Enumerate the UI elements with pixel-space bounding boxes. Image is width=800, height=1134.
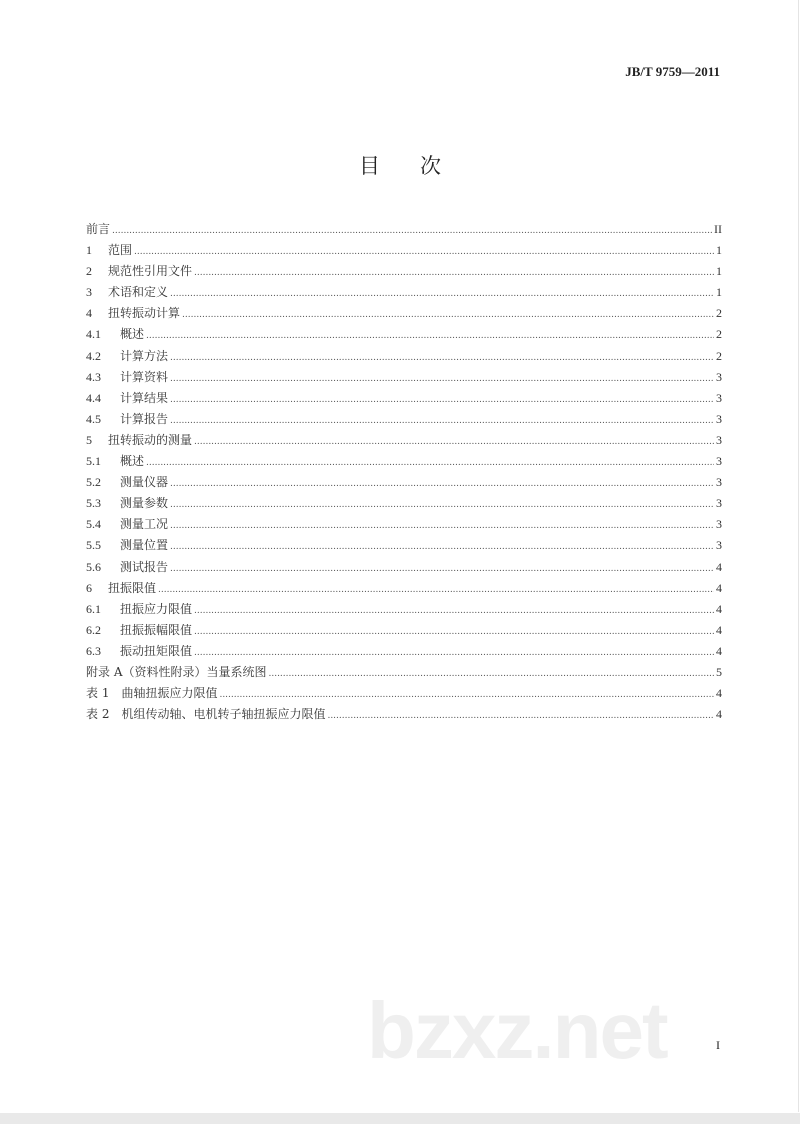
toc-entry[interactable]: [86, 641, 722, 662]
toc-label: 概述: [120, 327, 145, 342]
watermark: bzxz.net: [367, 986, 667, 1075]
toc-number: 6: [86, 580, 92, 595]
toc-leader: [194, 601, 714, 622]
toc-label: 范围: [108, 243, 133, 258]
toc-leader: [146, 453, 714, 474]
toc-number: 6.1: [86, 601, 101, 616]
toc-number: 4.5: [86, 411, 101, 426]
toc-page: 4: [716, 686, 722, 701]
toc-number: 4.3: [86, 369, 101, 384]
toc-leader: [170, 390, 714, 411]
toc-entry[interactable]: [86, 683, 722, 704]
toc-leader: [194, 263, 714, 284]
toc-page: 4: [716, 707, 722, 722]
toc-label: 测量参数: [120, 496, 169, 511]
toc-entry[interactable]: [86, 472, 722, 493]
toc-page: 4: [716, 580, 722, 595]
toc-entry[interactable]: [86, 451, 722, 472]
toc-label: 规范性引用文件: [108, 264, 193, 279]
toc-entry[interactable]: [86, 282, 722, 303]
toc-entry[interactable]: [86, 430, 722, 451]
toc-number: 1: [86, 243, 92, 258]
toc-leader: [146, 326, 714, 347]
toc-number: 4.4: [86, 390, 101, 405]
toc-label: 扭转振动的测量: [108, 432, 193, 447]
toc-entry[interactable]: [86, 219, 722, 240]
toc-leader: [170, 474, 714, 495]
toc-leader: [194, 643, 714, 664]
toc-label: 振动扭矩限值: [120, 643, 193, 658]
table-of-contents: [86, 219, 722, 725]
toc-entry[interactable]: [86, 662, 722, 683]
toc-label: 附录 A（资料性附录）当量系统图: [86, 664, 267, 679]
toc-leader: [170, 537, 714, 558]
toc-page: 3: [716, 496, 722, 511]
toc-label: 扭振应力限值: [120, 601, 193, 616]
page-separator: [0, 1113, 800, 1124]
toc-label: 测试报告: [120, 559, 169, 574]
toc-number: 3: [86, 285, 92, 300]
toc-leader: [134, 242, 714, 263]
toc-leader: [170, 348, 714, 369]
toc-label: 扭转振动计算: [108, 306, 181, 321]
toc-number: 2: [86, 264, 92, 279]
toc-label: 表 1 曲轴扭振应力限值: [86, 686, 218, 701]
toc-page: 3: [716, 517, 722, 532]
toc-number: 6.3: [86, 643, 101, 658]
page-title: 目次: [359, 154, 481, 178]
toc-label: 测量工况: [120, 517, 169, 532]
toc-leader: [194, 432, 714, 453]
toc-page: 2: [716, 306, 722, 321]
toc-number: 5.3: [86, 496, 101, 511]
toc-label: 计算资料: [120, 369, 169, 384]
toc-leader: [268, 664, 714, 685]
toc-label: 表 2 机组传动轴、电机转子轴扭振应力限值: [86, 707, 326, 722]
toc-entry[interactable]: [86, 261, 722, 282]
toc-number: 5.5: [86, 538, 101, 553]
toc-leader: [327, 706, 714, 727]
toc-entry[interactable]: [86, 324, 722, 345]
toc-entry[interactable]: [86, 303, 722, 324]
toc-page: 4: [716, 559, 722, 574]
toc-entry[interactable]: [86, 493, 722, 514]
toc-entry[interactable]: [86, 346, 722, 367]
toc-leader: [170, 495, 714, 516]
toc-leader: [170, 411, 714, 432]
toc-page: 3: [716, 390, 722, 405]
toc-number: 5: [86, 432, 92, 447]
toc-leader: [170, 516, 714, 537]
toc-leader: [170, 559, 714, 580]
toc-leader: [219, 685, 714, 706]
toc-entry[interactable]: [86, 514, 722, 535]
toc-page: 2: [716, 348, 722, 363]
toc-page: 3: [716, 411, 722, 426]
toc-label: 概述: [120, 454, 145, 469]
toc-label: 测量仪器: [120, 475, 169, 490]
toc-page: 1: [716, 243, 722, 258]
standard-code: JB/T 9759—2011: [625, 64, 720, 79]
toc-leader: [194, 622, 714, 643]
toc-page: 5: [716, 664, 722, 679]
toc-number: 5.2: [86, 475, 101, 490]
toc-page: 3: [716, 538, 722, 553]
toc-entry[interactable]: [86, 578, 722, 599]
page-number: I: [716, 1038, 720, 1052]
toc-label: 扭振振幅限值: [120, 622, 193, 637]
toc-leader: [112, 221, 712, 242]
toc-page: 2: [716, 327, 722, 342]
toc-number: 5.6: [86, 559, 101, 574]
toc-leader: [170, 369, 714, 390]
toc-label: 术语和定义: [108, 285, 169, 300]
toc-number: 5.4: [86, 517, 101, 532]
toc-label: 扭振限值: [108, 580, 157, 595]
toc-page: 4: [716, 601, 722, 616]
toc-page: 3: [716, 432, 722, 447]
toc-entry[interactable]: [86, 409, 722, 430]
toc-label: 计算结果: [120, 390, 169, 405]
toc-page: 3: [716, 454, 722, 469]
toc-page: 1: [716, 285, 722, 300]
toc-label: 计算报告: [120, 411, 169, 426]
toc-page: 4: [716, 622, 722, 637]
toc-label: 前言: [86, 222, 111, 236]
toc-entry[interactable]: [86, 367, 722, 388]
toc-leader: [170, 284, 714, 305]
toc-number: 4.1: [86, 327, 101, 342]
toc-entry[interactable]: [86, 557, 722, 578]
toc-leader: [182, 305, 714, 326]
toc-leader: [158, 580, 714, 601]
toc-page: 1: [716, 264, 722, 279]
toc-entry[interactable]: [86, 599, 722, 620]
toc-page: 3: [716, 475, 722, 490]
toc-number: 6.2: [86, 622, 101, 637]
toc-entry[interactable]: [86, 620, 722, 641]
toc-label: 计算方法: [120, 348, 169, 363]
toc-page: 3: [716, 369, 722, 384]
toc-entry[interactable]: [86, 704, 722, 725]
toc-label: 测量位置: [120, 538, 169, 553]
toc-entry[interactable]: [86, 388, 722, 409]
toc-entry[interactable]: [86, 240, 722, 261]
toc-number: 5.1: [86, 454, 101, 469]
toc-page: 4: [716, 643, 722, 658]
toc-page: II: [714, 222, 722, 236]
toc-number: 4: [86, 306, 92, 321]
toc-number: 4.2: [86, 348, 101, 363]
toc-entry[interactable]: [86, 535, 722, 556]
